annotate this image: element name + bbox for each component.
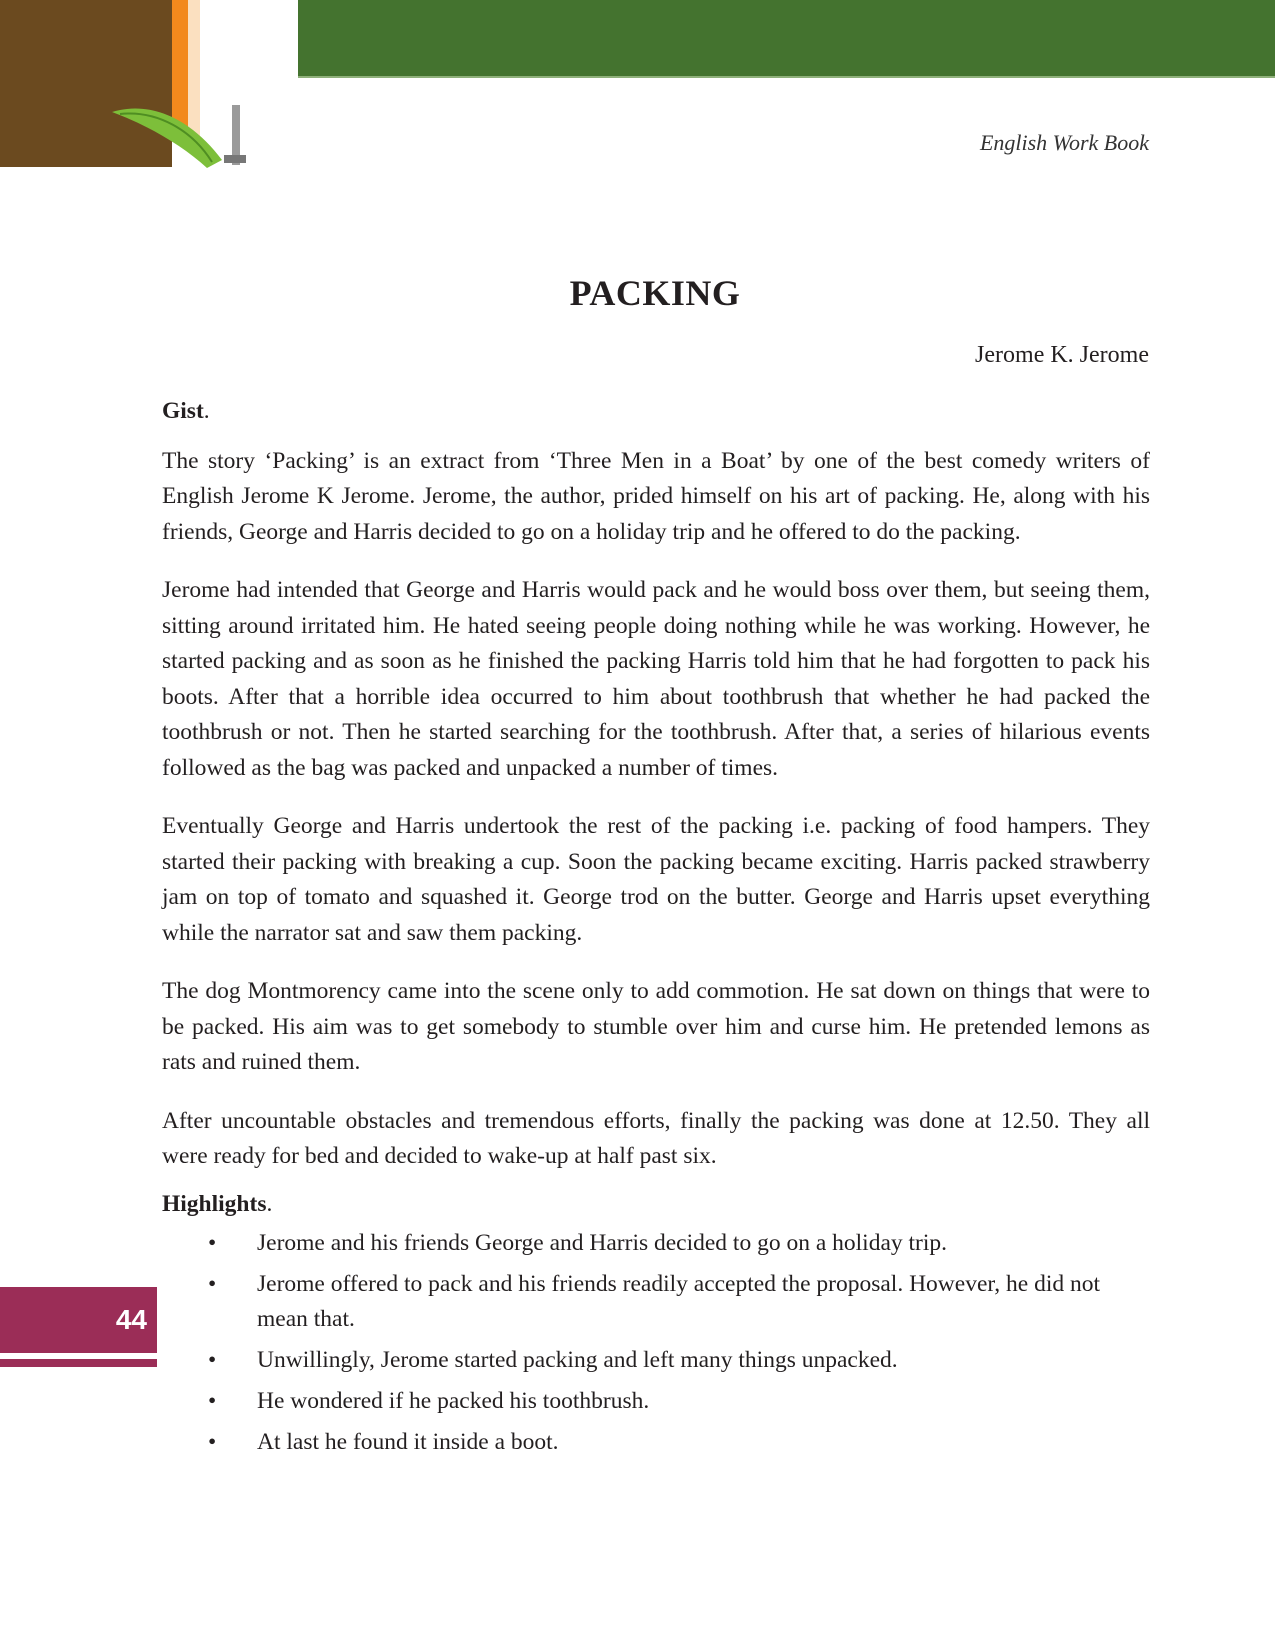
gist-heading-label: Gist (162, 398, 204, 424)
list-item-text: Jerome offered to pack and his friends readily accepted the proposal. However, he did not mean that. (257, 1271, 1101, 1332)
list-item (162, 1384, 1150, 1419)
bullet-icon: • (208, 1347, 217, 1373)
page-number-rule (0, 1359, 157, 1367)
list-item (162, 1226, 1150, 1261)
chapter-title: PACKING (569, 273, 741, 313)
gist-paragraph: Jerome had intended that George and Harris would pack and he would boss over them, but seeing them, sitting around irritated him. He hated seeing people doing nothing while he was working. However, he started packing and as soon as he finished the packing Harris told him that he had forgotten to pack his boots. After that a horrible idea occurred to him about toothbrush that whether he had packed the toothbrush or not. Then he started searching for the toothbrush. After that, a series of hilarious events followed as the bag was packed and unpacked a number of times. (162, 577, 1150, 781)
bullet-icon: • (208, 1230, 217, 1256)
bullet-icon: • (208, 1388, 217, 1414)
list-item (162, 1425, 1150, 1460)
bullet-icon: • (208, 1271, 217, 1297)
header-green-underline (298, 76, 1275, 78)
bullet-icon: • (208, 1429, 217, 1455)
highlights-heading-label: Highlights (162, 1190, 267, 1217)
gist-paragraph: The dog Montmorency came into the scene only to add commotion. He sat down on things that were to be packed. His aim was to get somebody to stumble over him and curse him. He pretended lemons as rats and ruined them. (162, 978, 1150, 1075)
highlights-heading (162, 1187, 1150, 1223)
running-head: English Work Book (979, 130, 1149, 155)
gist-heading-punct: . (203, 398, 210, 424)
header-green-bar (298, 0, 1275, 76)
list-item-text: Unwillingly, Jerome started packing and left many things unpacked. (257, 1347, 898, 1373)
gist-paragraph: The story ‘Packing’ is an extract from ‘Three Men in a Boat’ by one of the best comedy writers of English Jerome K Jerome. Jerome, the author, prided himself on his art of packing. He, along with his friends, George and Harris decided to go on a holiday trip and he offered to do the packing. (162, 447, 1150, 545)
list-item-text: At last he found it inside a boot. (257, 1429, 559, 1455)
list-item-text: He wondered if he packed his toothbrush. (257, 1388, 650, 1414)
list-item-text: Jerome and his friends George and Harris decided to go on a holiday trip. (257, 1230, 948, 1256)
author-name: Jerome K. Jerome (975, 342, 1149, 368)
page-number-badge: 44 (0, 1287, 157, 1353)
gist-heading (162, 394, 1150, 430)
list-item (162, 1343, 1150, 1378)
list-item (162, 1267, 1150, 1337)
gist-paragraph: After uncountable obstacles and tremendous efforts, finally the packing was done at 12.50. They all were ready for bed and decided to wake-up at half past six. (162, 1107, 1150, 1169)
leaf-decoration-icon (112, 100, 252, 175)
highlights-heading-punct: . (266, 1190, 273, 1217)
gist-paragraph: Eventually George and Harris undertook the rest of the packing i.e. packing of food hampers. They started their packing with breaking a cup. Soon the packing became exciting. Harris packed strawberry jam on top of tomato and squashed it. George trod on the butter. George and Harris upset everything while the narrator sat and saw them packing. (162, 813, 1150, 946)
highlights-list (162, 1226, 1150, 1460)
main-content (162, 394, 1150, 1466)
